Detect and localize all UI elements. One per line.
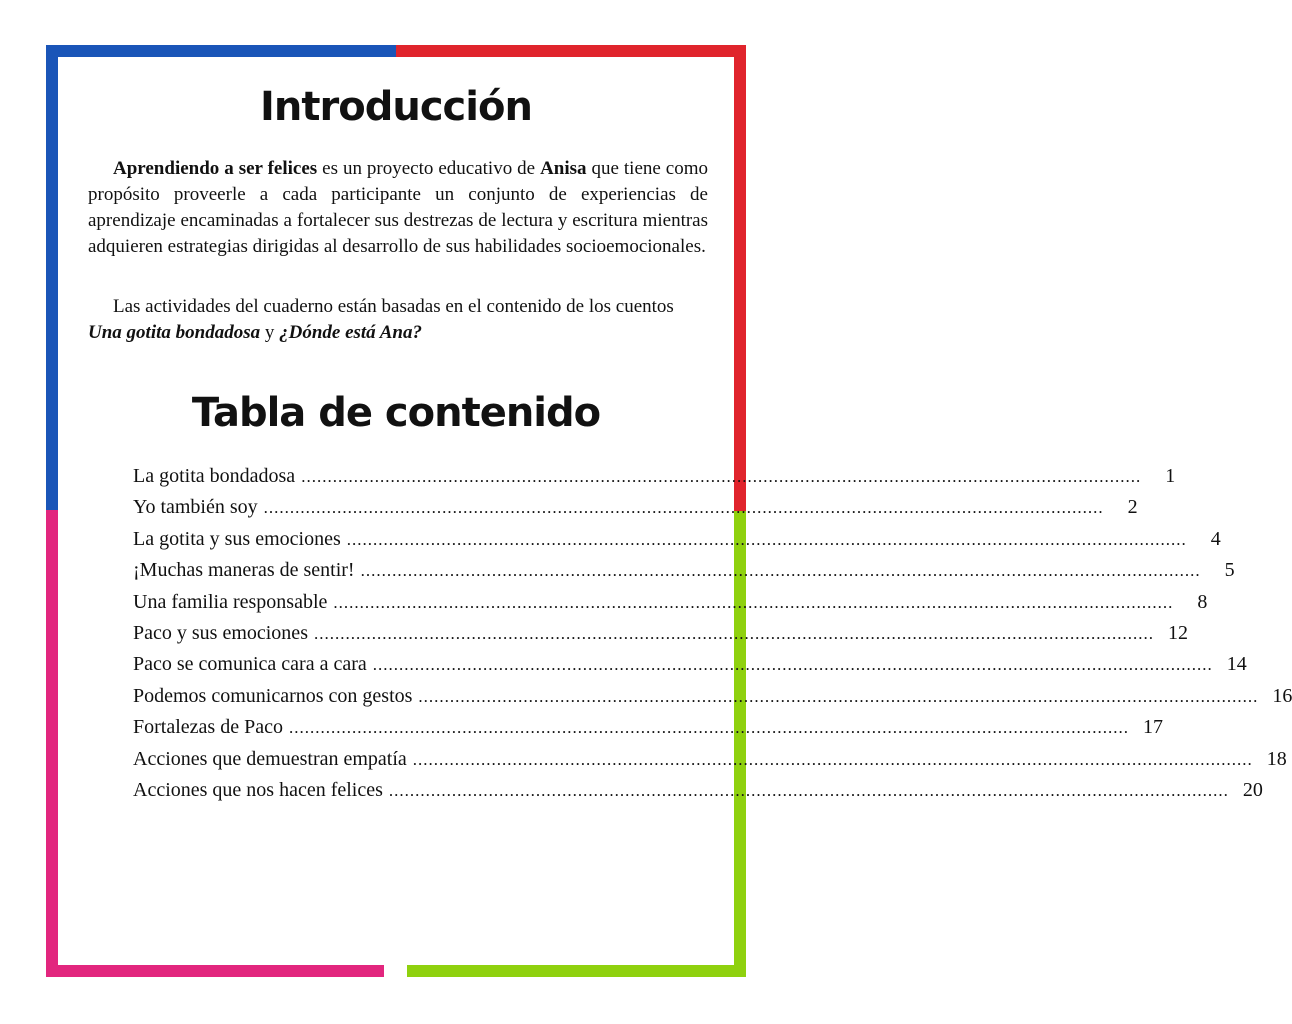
intro-text-1: es un proyecto educativo de bbox=[317, 158, 541, 179]
story-title-2: ¿Dónde está Ana? bbox=[279, 322, 422, 343]
toc-entry bbox=[133, 587, 1208, 618]
toc-dot-leader: ................................................................................................................................................................ bbox=[388, 780, 1229, 800]
toc-entry-title: Paco se comunica cara a cara bbox=[133, 653, 367, 676]
toc-entry-page: 8 bbox=[1197, 590, 1208, 613]
toc-entry-page: 5 bbox=[1224, 559, 1235, 582]
frame-bottom-right-bar bbox=[407, 965, 746, 977]
frame-top-right-bar bbox=[396, 45, 746, 57]
toc-dot-leader: ................................................................................................................................................................ bbox=[412, 749, 1253, 769]
toc-dot-leader: ................................................................................................................................................................ bbox=[372, 655, 1213, 675]
toc-entry bbox=[133, 555, 1235, 586]
toc-entry bbox=[133, 712, 1163, 743]
toc-entry bbox=[133, 775, 1263, 806]
toc-entry-page: 20 bbox=[1242, 778, 1263, 801]
toc-entry-page: 4 bbox=[1210, 527, 1221, 550]
intro-text-4: y bbox=[260, 322, 280, 343]
table-of-contents bbox=[133, 461, 1292, 806]
frame-left-top-bar bbox=[46, 45, 58, 510]
toc-entry-title: Paco y sus emociones bbox=[133, 621, 308, 644]
intro-text-2: que tiene como propósito proveerle a cada participante un conjunto de experiencias de aprendizaje encaminadas a fortalecer sus destrezas de lectura y escritura mientras adquieren estrategias dirigidas al desarrollo de sus habilidades socioemocionales. bbox=[88, 158, 708, 257]
introduction-heading: Introducción bbox=[260, 84, 532, 130]
toc-entry bbox=[133, 649, 1247, 680]
toc-entry-title: Acciones que nos hacen felices bbox=[133, 778, 383, 801]
toc-dot-leader: ................................................................................................................................................................ bbox=[346, 529, 1187, 549]
toc-dot-leader: ................................................................................................................................................................ bbox=[313, 623, 1154, 643]
table-of-contents-heading: Tabla de contenido bbox=[191, 390, 601, 436]
toc-entry-title: Una familia responsable bbox=[133, 590, 328, 613]
story-title-1: Una gotita bondadosa bbox=[88, 322, 261, 343]
toc-entry-page: 18 bbox=[1266, 747, 1287, 770]
toc-dot-leader: ................................................................................................................................................................ bbox=[360, 561, 1201, 581]
toc-entry bbox=[133, 744, 1287, 775]
toc-entry-title: ¡Muchas maneras de sentir! bbox=[133, 559, 355, 582]
toc-entry-page: 16 bbox=[1272, 684, 1292, 707]
toc-entry bbox=[133, 461, 1176, 492]
intro-text-3: Las actividades del cuaderno están basadas en el contenido de los cuentos bbox=[113, 296, 674, 317]
introduction-paragraph-1 bbox=[88, 156, 708, 260]
frame-bottom-left-bar bbox=[46, 965, 384, 977]
toc-entry-page: 1 bbox=[1165, 465, 1176, 487]
toc-entry bbox=[133, 492, 1138, 523]
toc-entry-title: Fortalezas de Paco bbox=[133, 716, 283, 739]
toc-dot-leader: ................................................................................................................................................................ bbox=[418, 686, 1259, 706]
frame-left-bottom-bar bbox=[46, 510, 58, 977]
frame-top-left-bar bbox=[46, 45, 396, 57]
introduction-paragraph-2 bbox=[88, 294, 708, 346]
toc-entry-title: Acciones que demuestran empatía bbox=[133, 747, 407, 770]
toc-entry-page: 17 bbox=[1142, 716, 1163, 739]
toc-dot-leader: ................................................................................................................................................................ bbox=[301, 467, 1142, 486]
toc-dot-leader: ................................................................................................................................................................ bbox=[288, 718, 1129, 738]
organization-name: Anisa bbox=[540, 158, 587, 179]
toc-dot-leader: ................................................................................................................................................................ bbox=[263, 498, 1104, 518]
toc-entry-page: 12 bbox=[1167, 621, 1188, 644]
toc-entry bbox=[133, 681, 1292, 712]
frame-right-top-bar bbox=[734, 45, 746, 511]
toc-entry-title: Podemos comunicarnos con gestos bbox=[133, 684, 413, 707]
toc-entry bbox=[133, 618, 1188, 649]
toc-entry-title: La gotita y sus emociones bbox=[133, 527, 341, 550]
toc-entry-page: 2 bbox=[1127, 496, 1138, 519]
toc-entry-page: 14 bbox=[1226, 653, 1247, 676]
project-name: Aprendiendo a ser felices bbox=[113, 158, 318, 179]
toc-entry bbox=[133, 524, 1221, 555]
toc-entry-title: Yo también soy bbox=[133, 496, 258, 519]
toc-entry-title: La gotita bondadosa bbox=[133, 465, 296, 487]
toc-dot-leader: ................................................................................................................................................................ bbox=[333, 592, 1174, 612]
